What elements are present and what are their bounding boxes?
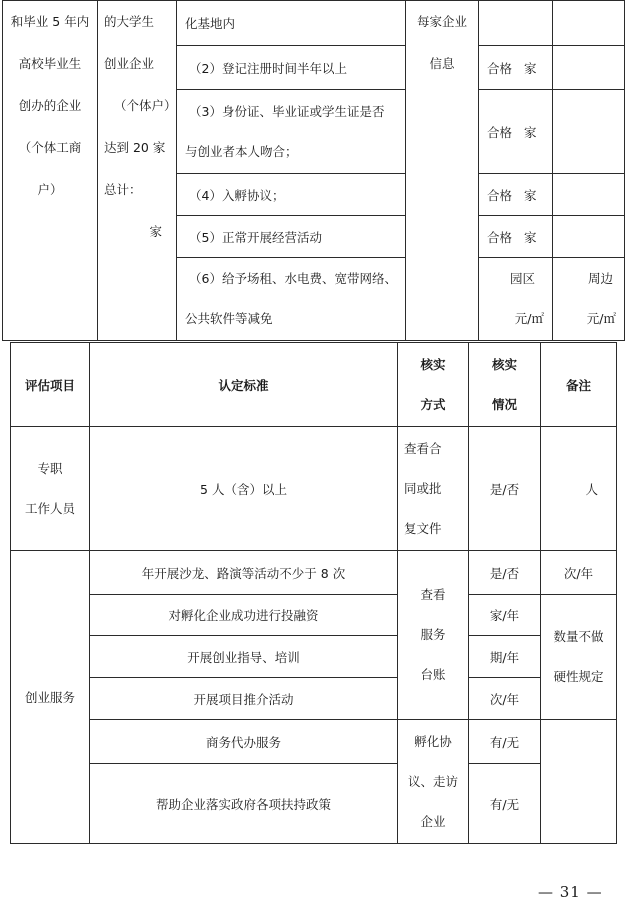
evaluation-table	[10, 342, 617, 844]
service-status: 有/无	[469, 764, 541, 844]
service-standard: 帮助企业落实政府各项扶持政策	[90, 764, 398, 844]
staff-remark: 人	[541, 427, 617, 551]
service-method-ledger: 查看 服务 台账	[398, 551, 469, 720]
service-standard: 对孵化企业成功进行投融资	[90, 595, 398, 636]
header-remark: 备注	[541, 343, 617, 427]
service-standard: 年开展沙龙、路演等活动不少于 8 次	[90, 551, 398, 595]
service-status: 次/年	[469, 678, 541, 720]
service-status: 家/年	[469, 595, 541, 636]
enterprise-count-line: 总计：	[104, 182, 142, 197]
empty-cell	[553, 174, 625, 216]
enterprise-type-line: 高校毕业生	[18, 56, 82, 71]
table-row	[11, 427, 617, 551]
empty-cell	[479, 1, 553, 46]
empty-cell	[553, 90, 625, 174]
service-remark: 次/年	[541, 551, 617, 595]
nearby-rent-cell: 周边 元/㎡	[553, 258, 625, 341]
service-status: 是/否	[469, 551, 541, 595]
park-rent-cell: 园区 元/㎡	[479, 258, 553, 341]
header-row	[11, 343, 617, 427]
enterprise-count-unit: 家	[149, 224, 162, 239]
table-row	[11, 595, 617, 636]
enterprise-info-line: 信息	[429, 56, 455, 71]
service-status: 有/无	[469, 720, 541, 764]
enterprise-count-line: 的大学生	[104, 14, 155, 29]
enterprise-count-line: 达到 20 家	[104, 140, 166, 155]
enterprise-type-cell	[3, 1, 98, 341]
empty-cell	[541, 720, 617, 844]
criteria-cell: （5）正常开展经营活动	[177, 216, 406, 258]
service-remark-merged: 数量不做 硬性规定	[541, 595, 617, 720]
header-standard: 认定标准	[90, 343, 398, 427]
table-row	[11, 720, 617, 764]
staff-item: 专职 工作人员	[11, 427, 90, 551]
enterprise-count-cell	[98, 1, 177, 341]
enterprise-type-line: 创办的企业	[18, 98, 82, 113]
criteria-cell: 化基地内	[177, 1, 406, 46]
criteria-cell: （3）身份证、毕业证或学生证是否 与创业者本人吻合；	[177, 90, 406, 174]
qualified-count-cell: 合格 家	[479, 90, 553, 174]
service-item: 创业服务	[11, 551, 90, 844]
qualified-count-cell: 合格 家	[479, 174, 553, 216]
header-item: 评估项目	[11, 343, 90, 427]
enterprise-type-line: 和毕业 5 年内	[10, 14, 90, 29]
enterprise-count-line: （个体户）	[114, 98, 177, 113]
service-status: 期/年	[469, 636, 541, 678]
staff-method: 查看合 同或批 复文件	[398, 427, 469, 551]
table-row	[11, 551, 617, 595]
enterprise-type-line: （个体工商	[18, 140, 82, 155]
enterprise-info-cell	[406, 1, 479, 341]
table-row	[11, 636, 617, 678]
enterprise-type-line: 户）	[37, 182, 63, 197]
staff-status: 是/否	[469, 427, 541, 551]
staff-standard: 5 人（含）以上	[90, 427, 398, 551]
qualified-count-cell: 合格 家	[479, 216, 553, 258]
header-method: 核实 方式	[398, 343, 469, 427]
table-row	[11, 764, 617, 844]
qualified-count-cell: 合格 家	[479, 46, 553, 90]
empty-cell	[553, 1, 625, 46]
service-standard: 开展项目推介活动	[90, 678, 398, 720]
empty-cell	[553, 46, 625, 90]
criteria-cell: （4）入孵协议；	[177, 174, 406, 216]
enterprise-count-line: 创业企业	[104, 56, 155, 71]
service-method-visit: 孵化协 议、走访 企业	[398, 720, 469, 844]
service-standard: 商务代办服务	[90, 720, 398, 764]
table-row	[11, 678, 617, 720]
page-number: — 31 —	[538, 883, 603, 901]
header-status: 核实 情况	[469, 343, 541, 427]
criteria-cell: （2）登记注册时间半年以上	[177, 46, 406, 90]
enterprise-info-line: 每家企业	[416, 14, 467, 29]
verification-table-continued	[2, 0, 625, 341]
empty-cell	[553, 216, 625, 258]
criteria-cell: （6）给予场租、水电费、宽带网络、 公共软件等减免	[177, 258, 406, 341]
service-standard: 开展创业指导、培训	[90, 636, 398, 678]
